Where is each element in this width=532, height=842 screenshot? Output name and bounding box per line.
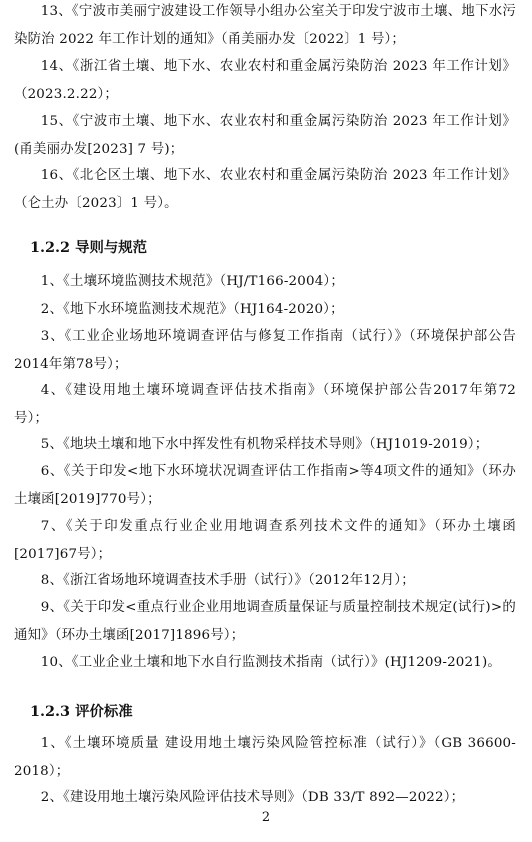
guideline-item-1: 1、《土壤环境监测技术规范》（HJ/T166-2004）；: [40, 274, 344, 289]
standard-item-1: 1、《土壤环境质量 建设用地土壤污染风险管控标准（试行）》（GB 36600-2018）；: [14, 736, 516, 779]
section-heading-1-2-2: 1.2.2 导则与规范: [30, 239, 148, 256]
reference-item-15: 15、《宁波市土壤、地下水、农业农村和重金属污染防治 2023 年工作计划》(甬美丽办发[2023] 7 号)；: [14, 114, 516, 157]
reference-item-13: 13、《宁波市美丽宁波建设工作领导小组办公室关于印发宁波市土壤、地下水污染防治 2022 年工作计划的通知》（甬美丽办发〔2022〕1 号）；: [14, 4, 516, 47]
reference-item-14: 14、《浙江省土壤、地下水、农业农村和重金属污染防治 2023 年工作计划》（2023.2.22）；: [14, 59, 516, 102]
section-heading-1-2-3: 1.2.3 评价标准: [30, 703, 133, 720]
guideline-item-10: 10、《工业企业土壤和地下水自行监测技术指南（试行）》(HJ1209-2021)。: [40, 655, 501, 670]
guideline-item-9: 9、《关于印发<重点行业企业用地调查质量保证与质量控制技术规定(试行)>的通知》（环办土壤函[2017]1896号）；: [14, 600, 516, 643]
reference-item-16: 16、《北仑区土壤、地下水、农业农村和重金属污染防治 2023 年工作计划》（仑土办〔2023〕1 号）。: [14, 168, 516, 211]
guideline-item-4: 4、《建设用地土壤环境调查评估技术指南》（环境保护部公告2017年第72号）；: [14, 383, 516, 426]
standard-item-2: 2、《建设用地土壤污染风险评估技术导则》（DB 33/T 892—2022）；: [40, 790, 465, 805]
guideline-item-8: 8、《浙江省场地环境调查技术手册（试行）》（2012年12月）；: [40, 573, 415, 588]
guideline-item-7: 7、《关于印发重点行业企业用地调查系列技术文件的通知》（环办土壤函[2017]67号）；: [14, 519, 516, 562]
guideline-item-2: 2、《地下水环境监测技术规范》（HJ164-2020）；: [40, 302, 344, 317]
guideline-item-3: 3、《工业企业场地环境调查评估与修复工作指南（试行）》（环境保护部公告2014年第78号）；: [14, 329, 516, 372]
guideline-item-5: 5、《地块土壤和地下水中挥发性有机物采样技术导则》（HJ1019-2019）；: [40, 437, 489, 452]
guideline-item-6: 6、《关于印发<地下水环境状况调查评估工作指南>等4项文件的通知》（环办土壤函[2019]770号）；: [14, 464, 516, 507]
page-number: 2: [261, 810, 271, 825]
